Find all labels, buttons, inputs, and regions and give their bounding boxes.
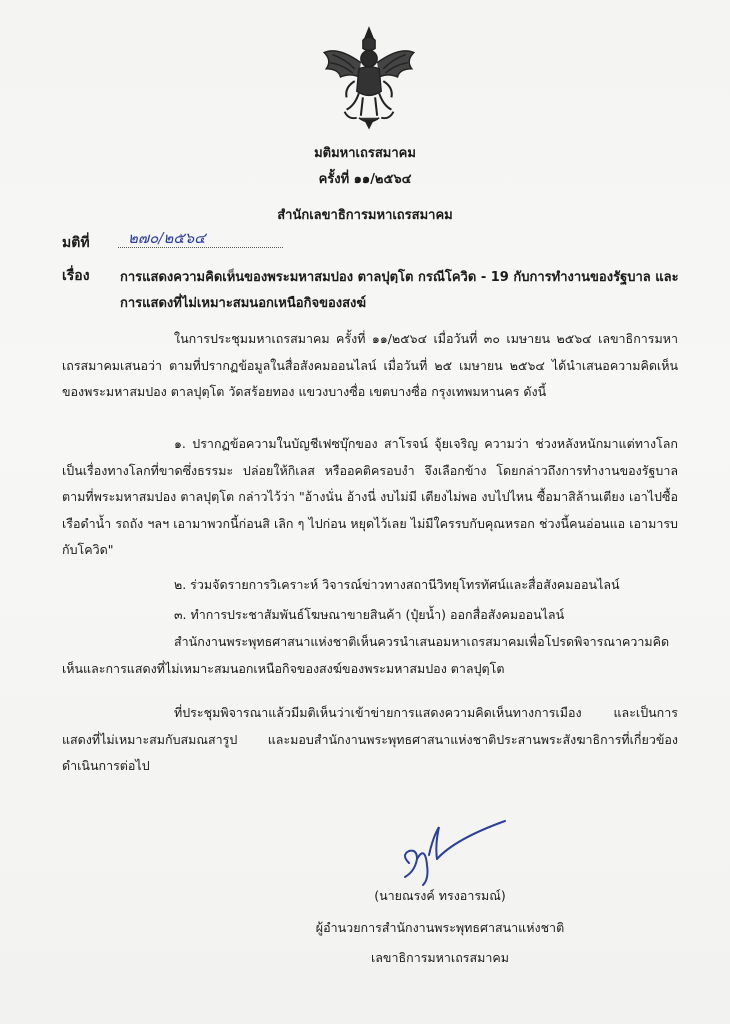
- resolution-number: ๒๗๐/๒๕๖๔: [118, 226, 283, 248]
- list-item-2: ๒. ร่วมจัดรายการวิเคราะห์ วิจารณ์ข่าวทางสถานีวิทยุโทรทัศน์และสื่อสังคมออนไลน์: [174, 577, 620, 592]
- meeting-number: ครั้งที่ ๑๑/๒๕๖๔: [318, 172, 412, 187]
- resolution-paragraph: ที่ประชุมพิจารณาแล้วมีมติเห็นว่าเข้าข่ายการแสดงความคิดเห็นทางการเมือง และเป็นการแสดงที่ไม่เหมาะสมกับสมณสารูป และมอบสำนักงานพระพุทธศาสนาแห่งชาติประสานพระสังฆาธิการที่เกี่ยวข้องดำเนินการต่อไป: [62, 705, 678, 773]
- signatory-name: (นายณรงค์ ทรงอารมณ์): [374, 888, 506, 903]
- signatory-position: ผู้อำนวยการสำนักงานพระพุทธศาสนาแห่งชาติ: [315, 920, 565, 935]
- intro-paragraph: ในการประชุมมหาเถรสมาคม ครั้งที่ ๑๑/๒๕๖๔ เมื่อวันที่ ๓๐ เมษายน ๒๕๖๔ เลขาธิการมหาเถรสมาคมเสนอว่า ตามที่ปรากฏข้อมูลในสื่อสังคมออนไลน์ เมื่อวันที่ ๒๕ เมษายน ๒๕๖๔ ได้นำเสนอความคิดเห็นของพระมหาสมปอง ตาลปุตฺโต วัดสร้อยทอง แขวงบางซื่อ เขตบางซื่อ กรุงเทพมหานคร ดังนี้: [62, 331, 678, 399]
- list-item-3: ๓. ทำการประชาสัมพันธ์โฆษณาขายสินค้า (ปุ๋ยน้ำ) ออกสื่อสังคมออนไลน์: [174, 607, 565, 622]
- subject-label: เรื่อง: [62, 268, 90, 284]
- resolution-label: มติที่: [62, 235, 90, 251]
- issuer-title: มติมหาเถรสมาคม: [314, 146, 416, 161]
- issuing-office: สำนักเลขาธิการมหาเถรสมาคม: [277, 208, 453, 223]
- subject-text: การแสดงความคิดเห็นของพระมหาสมปอง ตาลปุตฺโต กรณีโควิด - 19 กับการทำงานของรัฐบาล และการแสดงที่ไม่เหมาะสมนอกเหนือกิจของสงฆ์: [120, 270, 679, 311]
- office-opinion-paragraph: สำนักงานพระพุทธศาสนาแห่งชาติเห็นควรนำเสนอมหาเถรสมาคมเพื่อโปรดพิจารณาความคิดเห็นและการแสดงที่ไม่เหมาะสมนอกเหนือกิจของสงฆ์ของพระมหาสมปอง ตาลปุตฺโต: [62, 634, 670, 676]
- signatory-role: เลขาธิการมหาเถรสมาคม: [371, 950, 509, 965]
- garuda-emblem-icon: [318, 24, 420, 130]
- list-item-1: ๑. ปรากฏข้อความในบัญชีเฟซบุ๊กของ สาโรจน์ จุ้ยเจริญ ความว่า ช่วงหลังหนักมาแต่ทางโลก เป็นเรื่องทางโลกที่ขาดซึ่งธรรมะ ปล่อยให้กิเลส หรืออคติครอบงำ จึงเลือกข้าง โดยกล่าวถึงการทำงานของรัฐบาลตามที่พระมหาสมปอง ตาลปุตฺโต กล่าวไว้ว่า "อ้างนั่น อ้างนี่ งบไม่มี เตียงไม่พอ งบไปไหน ซื้อมาสิล้านเตียง เอาไปซื้อเรือดำน้ำ รถถัง ฯลฯ เอามาพวกนี้ก่อนสิ เลิก ๆ ไปก่อน หยุดไว้เลย ไม่มีใครรบกับคุณหรอก ช่วงนี้คนอ่อนแอ เอามารบกับโควิด": [62, 436, 678, 557]
- signature-icon: [395, 815, 515, 895]
